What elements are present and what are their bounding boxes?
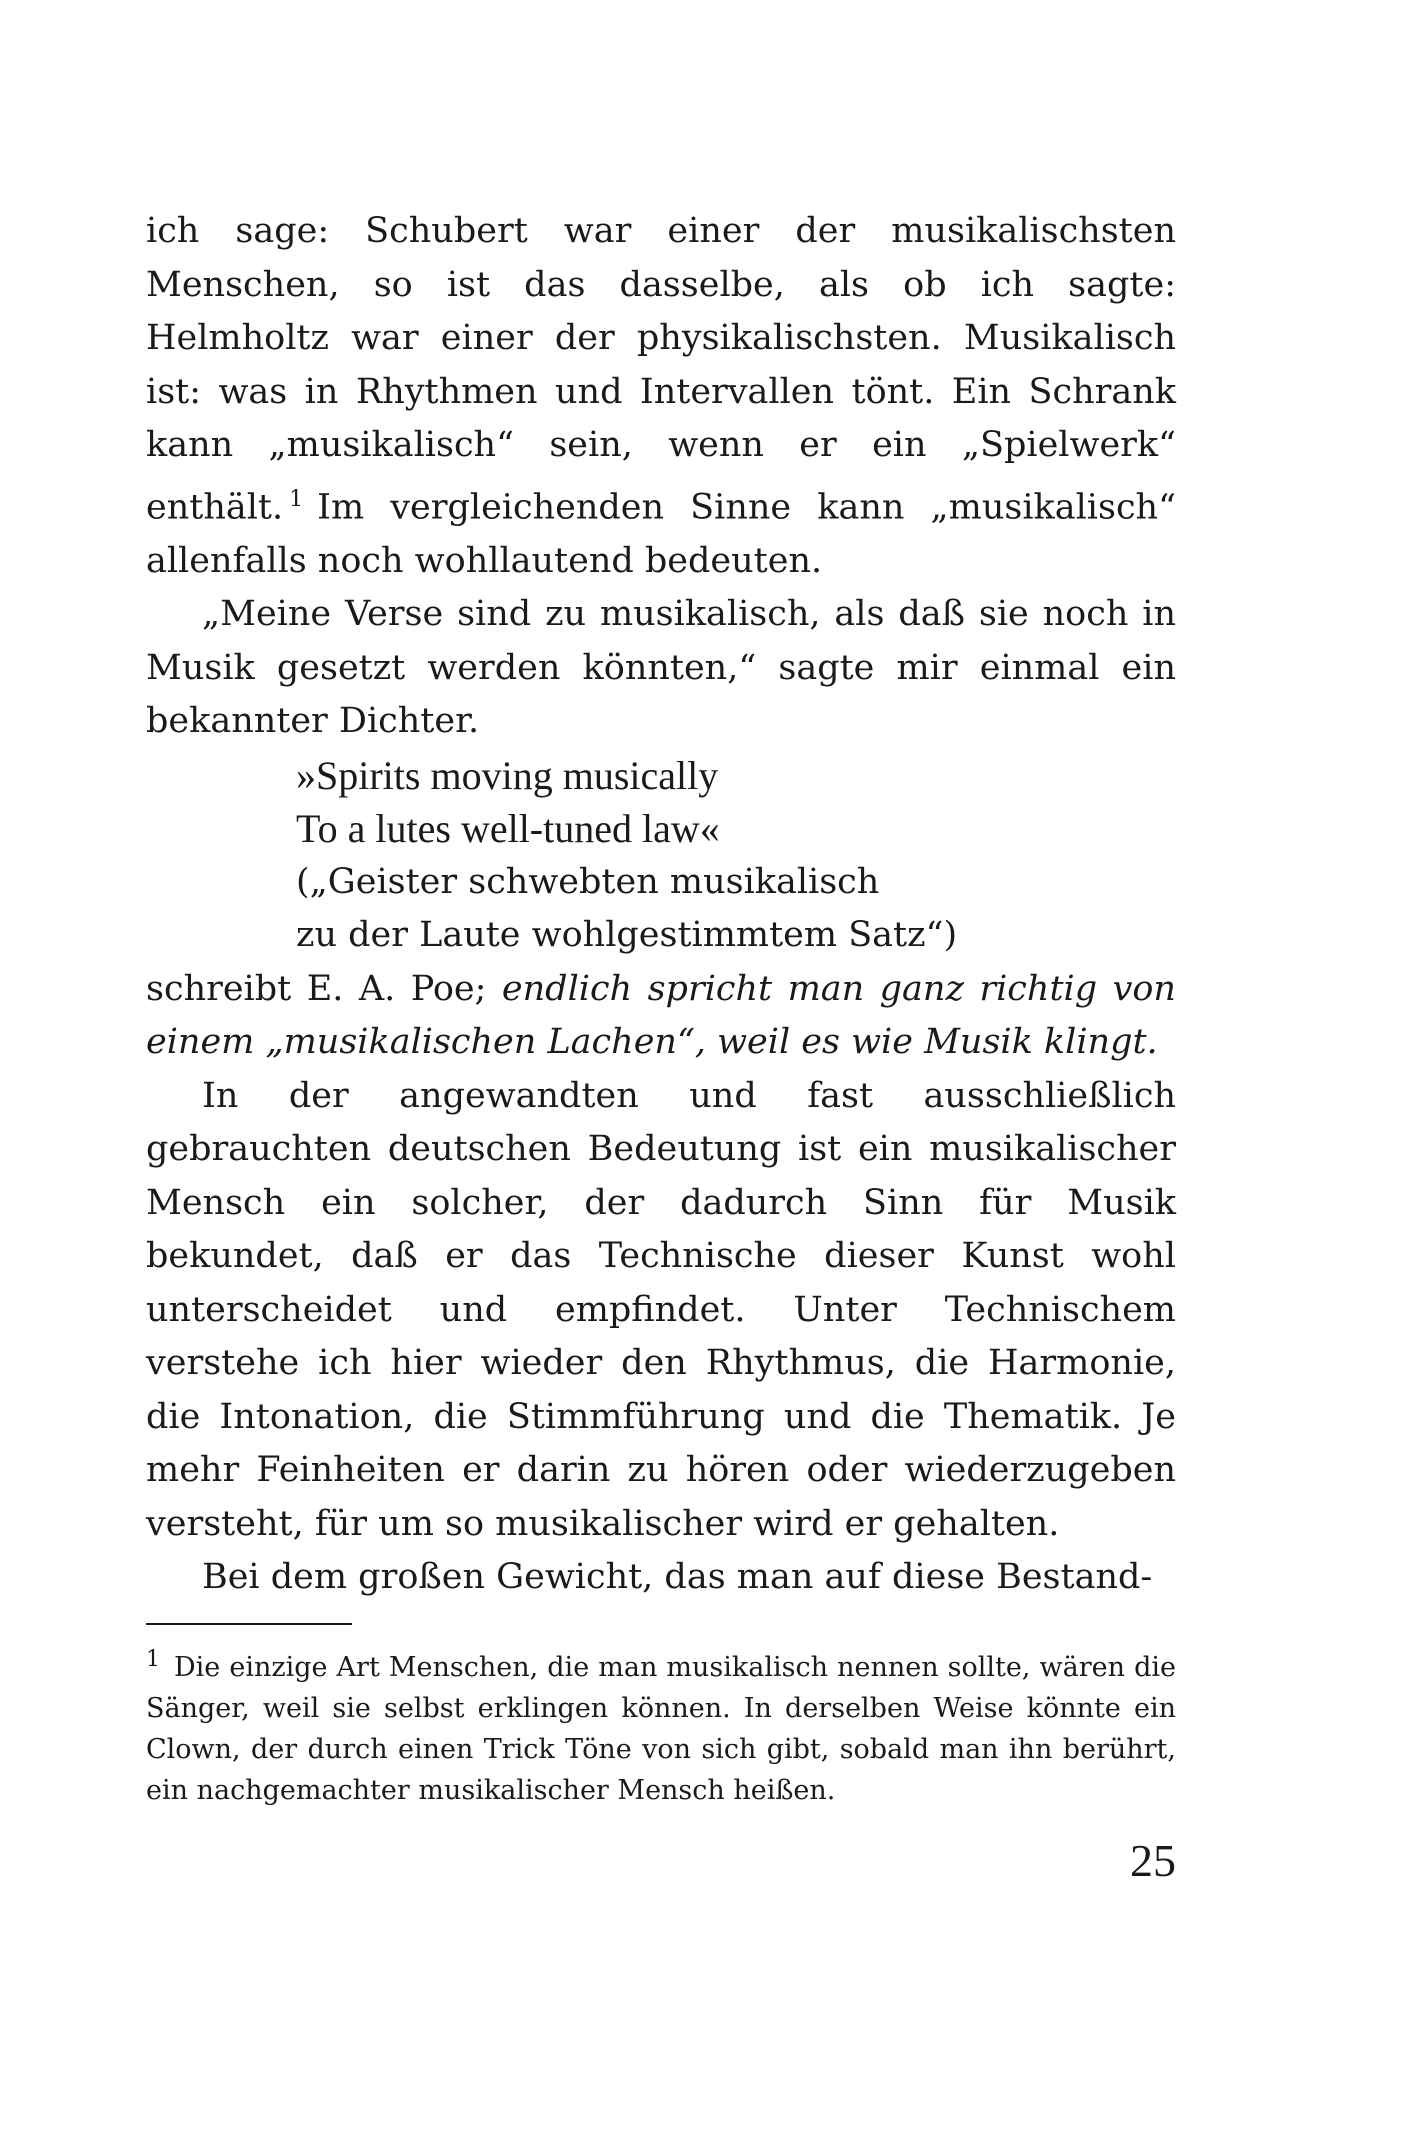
attribution: schreibt E. A. Poe; [146, 968, 487, 1009]
footnote-reference: 1 [289, 486, 304, 512]
paragraph [146, 205, 1176, 588]
paragraph: Bei dem großen Gewicht, das man auf diese Bestand- [202, 1557, 1153, 1598]
footnote-text: Die einzige Art Menschen, die man musikalisch nennen sollte, wären die Sänger, weil sie selbst erklingen können. In derselben Weise könnte ein Clown, der durch einen Trick Töne von sich gibt, sobald man ihn berührt, ein nachgemachter musikalischer Mensch heißen. [146, 1652, 1176, 1806]
poem-translation-line: zu der Laute wohlgestimmtem Satz“) [296, 915, 958, 956]
paragraph: „Meine Verse sind zu musikalisch, als daß sie noch in Musik gesetzt werden könnten,“ sagte mir einmal ein bekannter Dichter. [146, 594, 1176, 742]
footnotes [146, 1647, 1176, 1811]
paragraph [146, 963, 1176, 1070]
main-text [146, 205, 1176, 1605]
footnote-divider [146, 1623, 352, 1625]
paragraph-text: ich sage: Schubert war einer der musikalischsten Menschen, so ist das dasselbe, als ob ich sagte: Helmholtz war einer der physikalischsten. Musikalisch ist: was in Rhythmen und Intervallen tönt. Ein Schrank kann „musikalisch“ sein, wenn er ein „Spielwerk“ enthält. [146, 211, 1176, 528]
poem-line: To a lutes well-tuned law« [296, 806, 720, 852]
quoted-poem [146, 749, 1176, 963]
paragraph-text: Im vergleichenden Sinne kann „musikalisch“ allenfalls noch wohllautend bedeuten. [146, 487, 1176, 581]
poem-translation-line: („Geister schwebten musikalisch [296, 861, 880, 902]
poem-line: »Spirits moving musically [296, 752, 719, 798]
paragraph-text: endlich spricht man ganz richtig von einem „musikalischen Lachen“, weil es wie Musik klingt. [146, 968, 1176, 1063]
paragraph: In der angewandten und fast ausschließlich gebrauchten deutschen Bedeutung ist ein musikalischer Mensch ein solcher, der dadurch Sinn für Musik bekundet, daß er das Technische dieser Kunst wohl unterscheidet und empfindet. Unter Technischem verstehe ich hier wieder den Rhythmus, die Harmonie, die Intonation, die Stimmführung und die Thematik. Je mehr Feinheiten er darin zu hören oder wiederzugeben versteht, für um so musikalischer wird er gehalten. [146, 1075, 1176, 1544]
footnote-mark: 1 [146, 1647, 160, 1672]
footnote [146, 1647, 1176, 1811]
page-number: 25 [1130, 1835, 1176, 1886]
